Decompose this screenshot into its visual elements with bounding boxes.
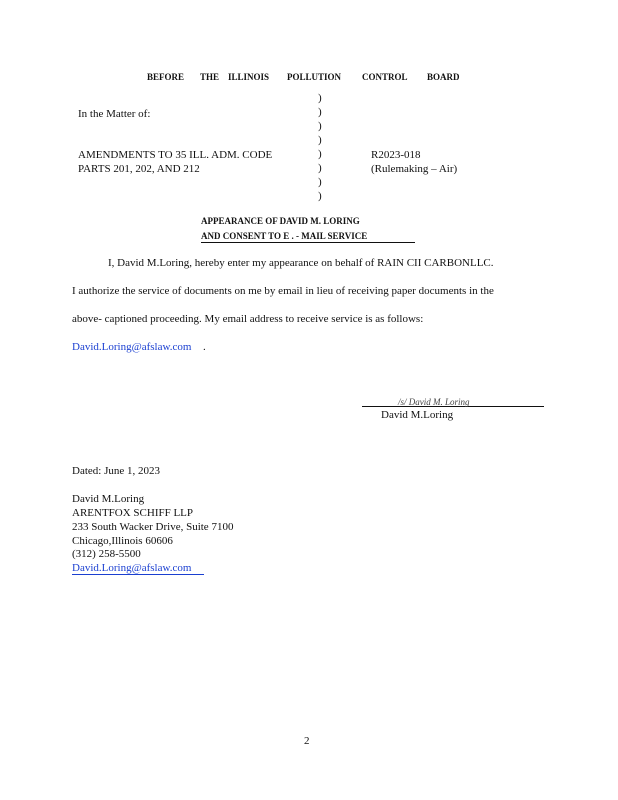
contact-phone: (312) 258-5500 <box>72 548 141 560</box>
board-title-word-1: BEFORE <box>147 72 185 82</box>
amendments-line-1: AMENDMENTS TO 35 ILL. ADM. CODE <box>78 149 273 161</box>
paren: ) <box>318 134 322 146</box>
paren: ) <box>318 92 322 104</box>
caption-paren-column <box>318 93 328 205</box>
appearance-paragraph-line-1: I, David M.Loring, hereby enter my appearance on behalf of RAIN CII CARBONLLC. <box>108 257 494 269</box>
board-title-word-2: THE <box>200 72 220 82</box>
appearance-title-line-1: APPEARANCE OF DAVID M. LORING <box>201 216 360 226</box>
board-title-word-6: BOARD <box>427 72 460 82</box>
contact-name: David M.Loring <box>72 493 145 505</box>
amendments-line-2: PARTS 201, 202, AND 212 <box>78 163 200 175</box>
paren: ) <box>318 120 322 132</box>
email-period: . <box>203 341 206 353</box>
date-line: Dated: June 1, 2023 <box>72 465 160 477</box>
paren: ) <box>318 148 322 160</box>
page-number: 2 <box>304 735 310 747</box>
appearance-paragraph-line-3: above- captioned proceeding. My email address to receive service is as follows: <box>72 313 424 325</box>
signer-name: David M.Loring <box>381 409 454 421</box>
board-title-word-5: CONTROL <box>362 72 408 82</box>
paren: ) <box>318 106 322 118</box>
proceeding-type: (Rulemaking – Air) <box>371 163 458 175</box>
board-title-word-3: ILLINOIS <box>228 72 270 82</box>
contact-street: 233 South Wacker Drive, Suite 7100 <box>72 521 234 533</box>
appearance-paragraph-line-2: I authorize the service of documents on me by email in lieu of receiving paper documents in the <box>72 285 494 297</box>
appearance-title-line-2: AND CONSENT TO E . - MAIL SERVICE <box>201 231 415 243</box>
paren: ) <box>318 162 322 174</box>
board-title-word-4: POLLUTION <box>287 72 342 82</box>
in-the-matter-of: In the Matter of: <box>78 108 151 120</box>
contact-city: Chicago,Illinois 60606 <box>72 535 173 547</box>
paren: ) <box>318 190 322 202</box>
paren: ) <box>318 176 322 188</box>
contact-firm: ARENTFOX SCHIFF LLP <box>72 507 194 519</box>
email-link[interactable]: David.Loring@afslaw.com <box>72 341 192 353</box>
docket-number: R2023-018 <box>371 149 421 161</box>
contact-email-link[interactable]: David.Loring@afslaw.com <box>72 562 204 575</box>
signature: /s/ David M. Loring <box>398 397 470 407</box>
